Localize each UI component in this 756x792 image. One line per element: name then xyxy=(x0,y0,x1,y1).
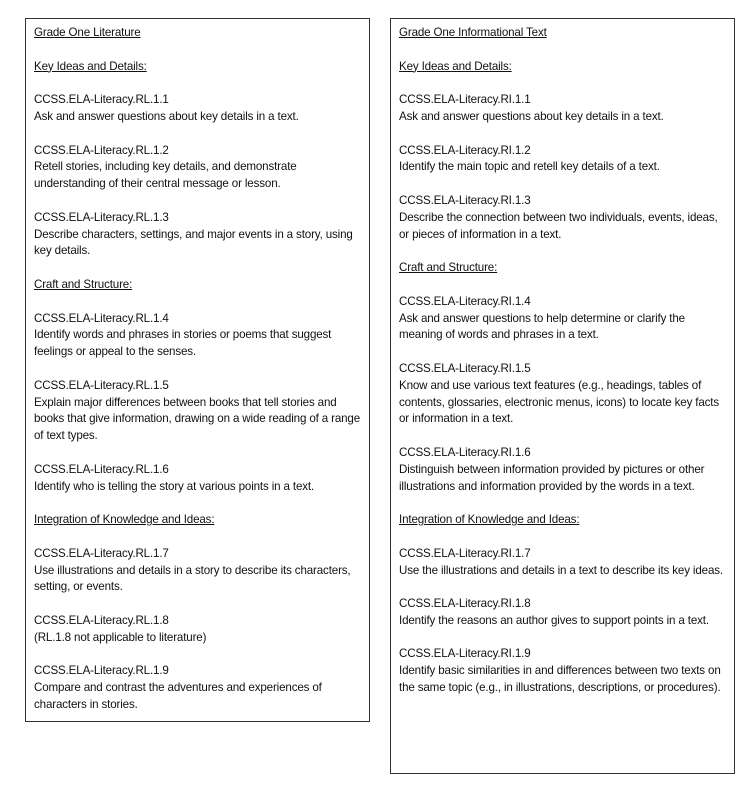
standard-code: CCSS.ELA-Literacy.RI.1.7 xyxy=(399,546,531,560)
standard-description: (RL.1.8 not applicable to literature) xyxy=(34,630,207,644)
informational-text-standards-box xyxy=(390,18,735,774)
literature-standards-box xyxy=(25,18,370,722)
section-heading: Key Ideas and Details: xyxy=(399,59,512,73)
standard-item xyxy=(399,143,726,177)
standard-code: CCSS.ELA-Literacy.RI.1.5 xyxy=(399,361,531,375)
standard-item xyxy=(34,613,361,647)
standard-item xyxy=(399,445,726,495)
standard-description: Identify the reasons an author gives to support points in a text. xyxy=(399,613,709,627)
standard-description: Compare and contrast the adventures and experiences of characters in stories. xyxy=(34,681,322,711)
standard-description: Distinguish between information provided by pictures or other illustrations and information provided by the words in a text. xyxy=(399,462,705,493)
standard-code: CCSS.ELA-Literacy.RL.1.9 xyxy=(34,664,169,678)
standard-description: Know and use various text features (e.g., headings, tables of contents, glossaries, electronic menus, icons) to locate key facts or information in a text. xyxy=(399,378,720,426)
standard-item xyxy=(34,462,361,496)
standard-item xyxy=(34,210,361,260)
standard-item xyxy=(399,596,726,630)
standard-code: CCSS.ELA-Literacy.RL.1.4 xyxy=(34,311,169,325)
section-heading: Integration of Knowledge and Ideas: xyxy=(399,513,580,527)
standard-description: Ask and answer questions about key details in a text. xyxy=(399,109,664,123)
standard-item xyxy=(34,663,361,713)
standard-description: Use illustrations and details in a story to describe its characters, setting, or events. xyxy=(34,563,351,594)
standard-item xyxy=(399,92,726,126)
standard-code: CCSS.ELA-Literacy.RL.1.6 xyxy=(34,462,169,476)
standard-description: Describe characters, settings, and major events in a story, using key details. xyxy=(34,227,353,258)
standard-code: CCSS.ELA-Literacy.RI.1.6 xyxy=(399,445,531,459)
standard-code: CCSS.ELA-Literacy.RI.1.9 xyxy=(399,647,531,661)
standard-code: CCSS.ELA-Literacy.RL.1.3 xyxy=(34,210,169,224)
standard-item xyxy=(34,546,361,596)
standard-description: Use the illustrations and details in a text to describe its key ideas. xyxy=(399,563,723,577)
standard-description: Identify the main topic and retell key details of a text. xyxy=(399,160,660,174)
standard-code: CCSS.ELA-Literacy.RI.1.2 xyxy=(399,143,531,157)
standard-description: Ask and answer questions about key details in a text. xyxy=(34,109,299,123)
section-heading: Craft and Structure: xyxy=(399,261,498,275)
standard-code: CCSS.ELA-Literacy.RI.1.4 xyxy=(399,294,531,308)
standard-item xyxy=(399,361,726,428)
standard-code: CCSS.ELA-Literacy.RI.1.8 xyxy=(399,597,531,611)
standard-item xyxy=(34,311,361,361)
standard-code: CCSS.ELA-Literacy.RL.1.8 xyxy=(34,613,169,627)
standard-code: CCSS.ELA-Literacy.RL.1.7 xyxy=(34,546,169,560)
standard-code: CCSS.ELA-Literacy.RL.1.2 xyxy=(34,143,169,157)
standard-code: CCSS.ELA-Literacy.RL.1.5 xyxy=(34,378,169,392)
standard-code: CCSS.ELA-Literacy.RL.1.1 xyxy=(34,93,169,107)
standard-description: Identify words and phrases in stories or poems that suggest feelings or appeal to the senses. xyxy=(34,328,332,359)
standard-item xyxy=(399,546,726,580)
standard-description: Identify who is telling the story at various points in a text. xyxy=(34,479,315,493)
standard-code: CCSS.ELA-Literacy.RI.1.3 xyxy=(399,193,531,207)
standard-code: CCSS.ELA-Literacy.RI.1.1 xyxy=(399,93,531,107)
standard-description: Explain major differences between books that tell stories and books that give information, drawing on a wide reading of a range of text types. xyxy=(34,395,361,443)
standard-item xyxy=(34,92,361,126)
standard-description: Identify basic similarities in and differences between two texts on the same topic (e.g., in illustrations, descriptions, or procedures). xyxy=(399,664,721,695)
standard-description: Describe the connection between two individuals, events, ideas, or pieces of information in a text. xyxy=(399,210,718,241)
standard-item xyxy=(399,193,726,243)
column-title: Grade One Literature xyxy=(34,26,141,39)
standard-item xyxy=(399,294,726,344)
section-heading: Integration of Knowledge and Ideas: xyxy=(34,513,215,527)
standard-description: Retell stories, including key details, and demonstrate understanding of their central message or lesson. xyxy=(34,160,297,191)
section-heading: Key Ideas and Details: xyxy=(34,59,147,73)
column-title: Grade One Informational Text xyxy=(399,26,547,39)
section-heading: Craft and Structure: xyxy=(34,277,133,291)
standard-description: Ask and answer questions to help determine or clarify the meaning of words and phrases in a text. xyxy=(399,311,685,342)
standard-item xyxy=(34,143,361,193)
standard-item xyxy=(34,378,361,445)
standard-item xyxy=(399,646,726,696)
